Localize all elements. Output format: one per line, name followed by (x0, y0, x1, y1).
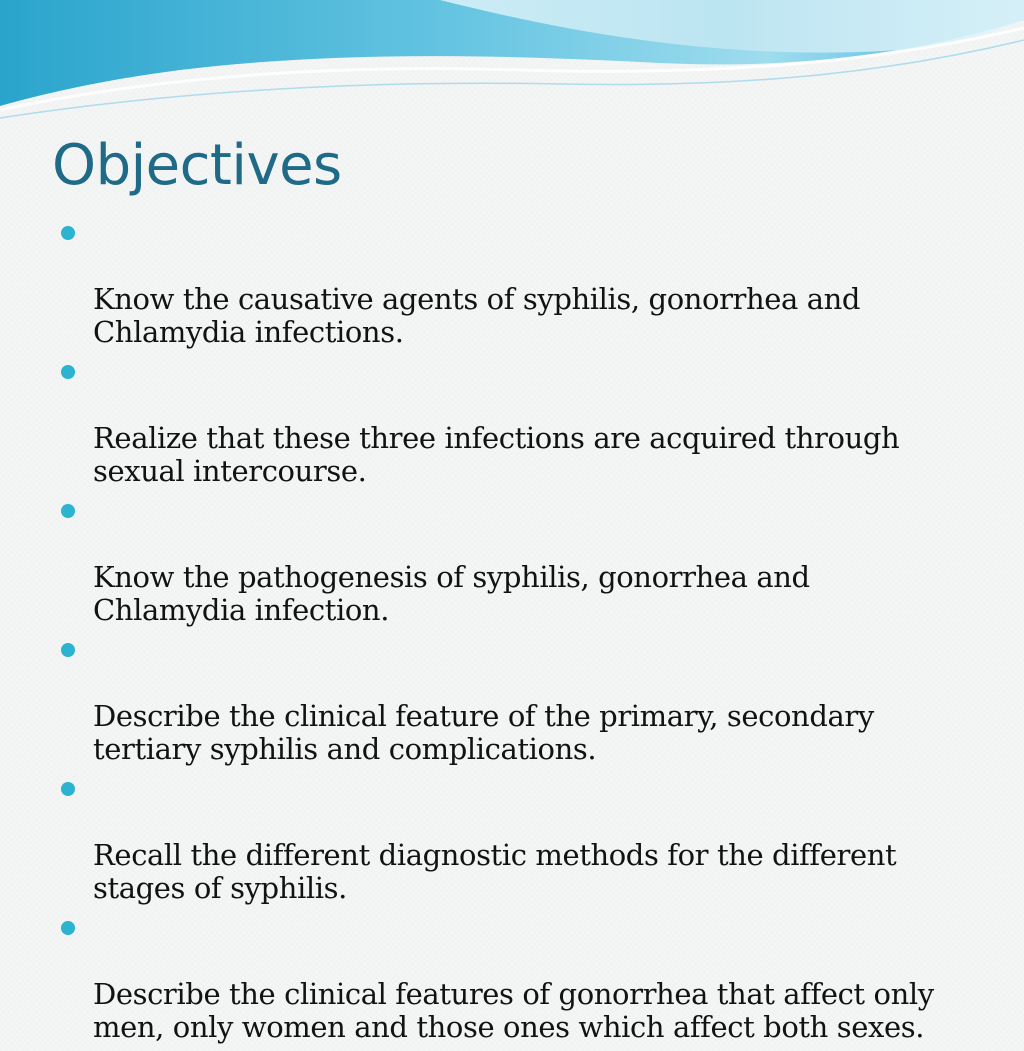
list-item (58, 912, 958, 1044)
list-item-text: Know the causative agents of syphilis, gonorrhea and Chlamydia infections. (93, 282, 861, 349)
list-item (58, 495, 958, 627)
objectives-list (58, 217, 958, 1051)
list-item (58, 634, 958, 766)
slide-title: Objectives (52, 133, 342, 198)
bullet-dot-icon (61, 365, 75, 379)
bullet-dot-icon (61, 226, 75, 240)
header-wave-decoration (0, 0, 1024, 130)
list-item (58, 773, 958, 905)
list-item-text: Know the pathogenesis of syphilis, gonorrhea and Chlamydia infection. (93, 560, 810, 627)
bullet-dot-icon (61, 782, 75, 796)
bullet-dot-icon (61, 643, 75, 657)
bullet-dot-icon (61, 921, 75, 935)
list-item (58, 217, 958, 349)
list-item-text: Realize that these three infections are acquired through sexual intercourse. (93, 421, 900, 488)
list-item (58, 356, 958, 488)
bullet-dot-icon (61, 504, 75, 518)
list-item-text: Describe the clinical feature of the primary, secondary tertiary syphilis and complications. (93, 699, 874, 766)
list-item-text: Describe the clinical features of gonorrhea that affect only men, only women and those ones which affect both sexes. (93, 977, 934, 1044)
list-item-text: Recall the different diagnostic methods for the different stages of syphilis. (93, 838, 897, 905)
